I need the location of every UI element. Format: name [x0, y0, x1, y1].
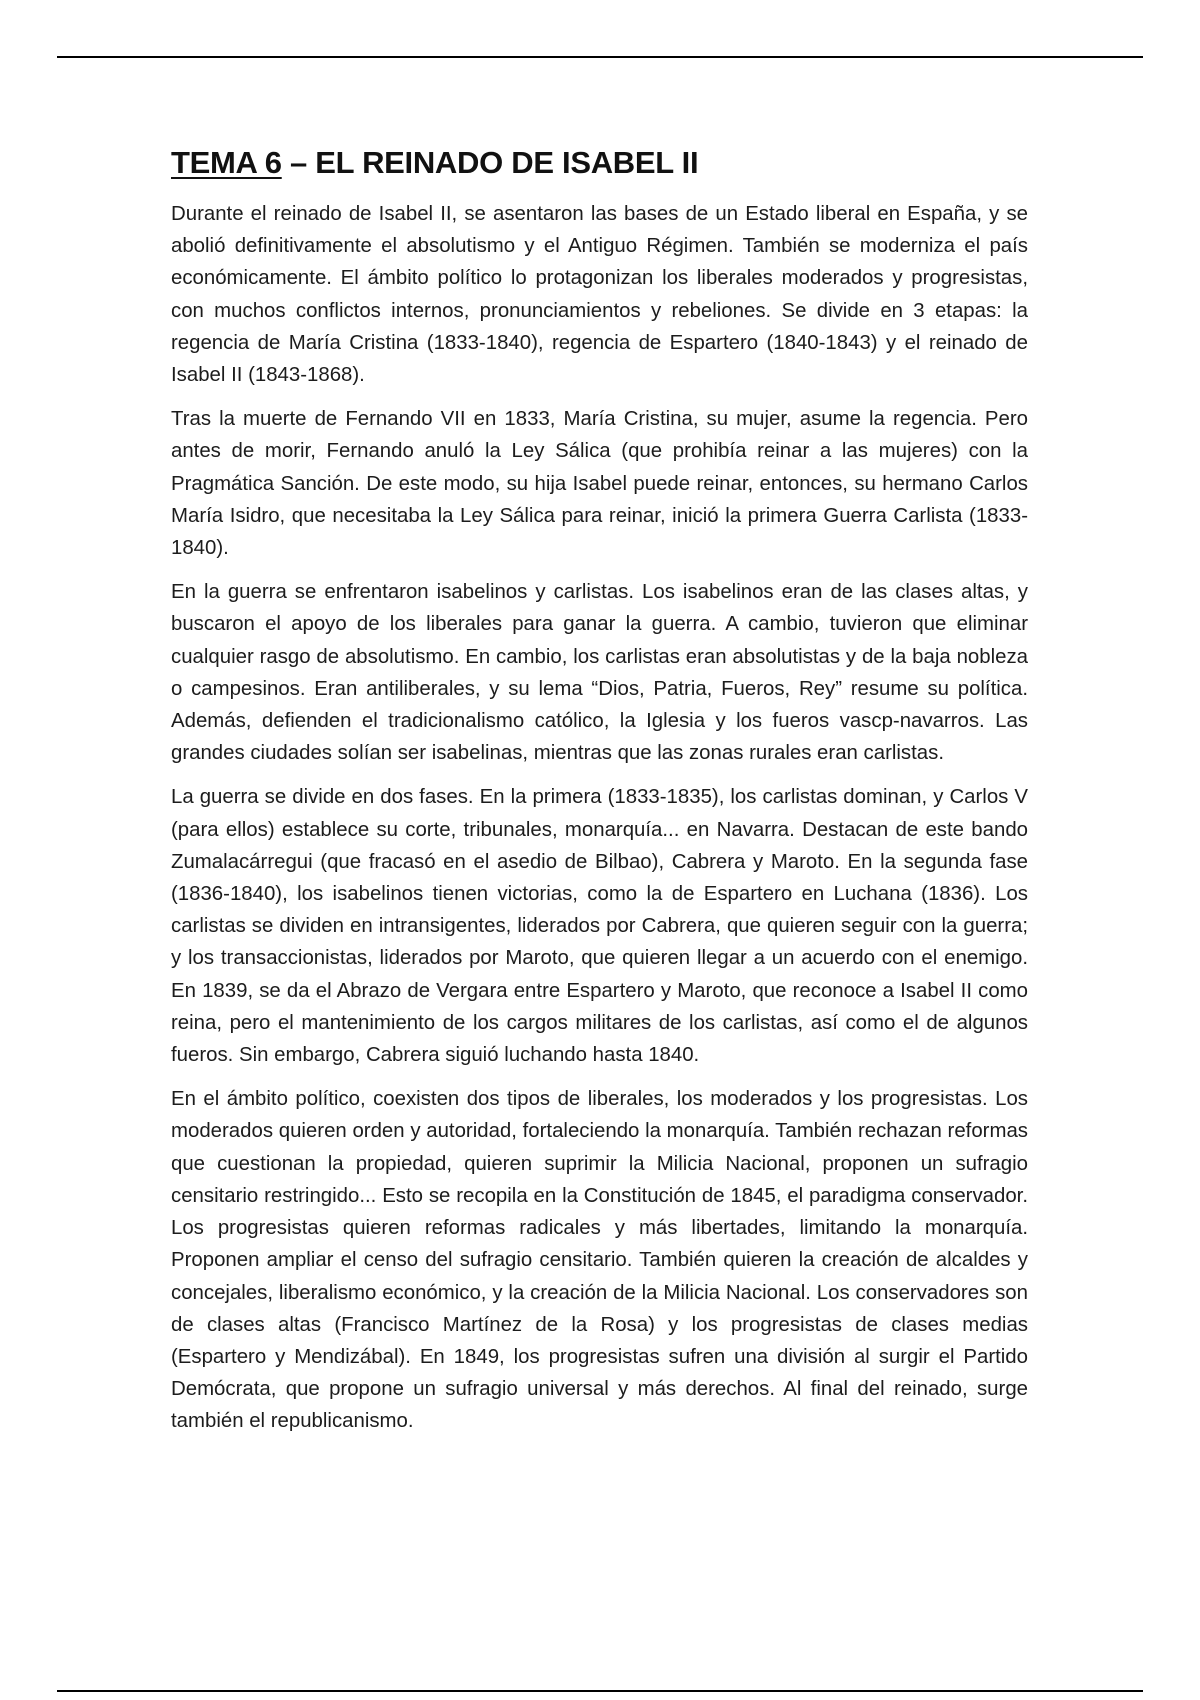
- title-text: – EL REINADO DE ISABEL II: [281, 145, 699, 180]
- title-number: TEMA 6: [171, 145, 282, 180]
- paragraph-succession: Tras la muerte de Fernando VII en 1833, María Cristina, su mujer, asume la regencia. Pero antes de morir, Fernando anuló la Ley Sálica (que prohibía reinar a las mujeres) con la Pragmática Sanción. De este modo, su hija Isabel puede reinar, entonces, su hermano Carlos María Isidro, que necesitaba la Ley Sálica para reinar, inició la primera Guerra Carlista (1833-1840).: [171, 408, 1028, 560]
- document-title: [171, 140, 1028, 186]
- footer-rule: [57, 1690, 1143, 1692]
- header-rule: [57, 56, 1143, 58]
- paragraph-political-sphere: En el ámbito político, coexisten dos tipos de liberales, los moderados y los progresistas. Los moderados quieren orden y autoridad, fortaleciendo la monarquía. También rechazan reformas que cuestionan la propiedad, quieren suprimir la Milicia Nacional, proponen un sufragio censitario restringido... Esto se recopila en la Constitución de 1845, el paradigma conservador. Los progresistas quieren reformas radicales y más libertades, limitando la monarquía. Proponen ampliar el censo del sufragio censitario. También quieren la creación de alcaldes y concejales, liberalismo económico, y la creación de la Milicia Nacional. Los conservadores son de clases altas (Francisco Martínez de la Rosa) y los progresistas de clases medias (Espartero y Mendizábal). En 1849, los progresistas sufren una división al surgir el Partido Demócrata, que propone un sufragio universal y más derechos. Al final del reinado, surge también el republicanismo.: [171, 1088, 1028, 1433]
- paragraph-intro: Durante el reinado de Isabel II, se asentaron las bases de un Estado liberal en España, y se abolió definitivamente el absolutismo y el Antiguo Régimen. También se moderniza el país económicamente. El ámbito político lo protagonizan los liberales moderados y progresistas, con muchos conflictos internos, pronunciamientos y rebeliones. Se divide en 3 etapas: la regencia de María Cristina (1833-1840), regencia de Espartero (1840-1843) y el reinado de Isabel II (1843-1868).: [171, 203, 1028, 387]
- paragraph-war-phases: La guerra se divide en dos fases. En la primera (1833-1835), los carlistas dominan, y Carlos V (para ellos) establece su corte, tribunales, monarquía... en Navarra. Destacan de este bando Zumalacárregui (que fracasó en el asedio de Bilbao), Cabrera y Maroto. En la segunda fase (1836-1840), los isabelinos tienen victorias, como la de Espartero en Luchana (1836). Los carlistas se dividen en intransigentes, liderados por Cabrera, que quieren seguir con la guerra; y los transaccionistas, liderados por Maroto, que quieren llegar a un acuerdo con el enemigo. En 1839, se da el Abrazo de Vergara entre Espartero y Maroto, que reconoce a Isabel II como reina, pero el mantenimiento de los cargos militares de los carlistas, así como el de algunos fueros. Sin embargo, Cabrera siguió luchando hasta 1840.: [171, 786, 1028, 1067]
- paragraph-carlist-war: En la guerra se enfrentaron isabelinos y carlistas. Los isabelinos eran de las clases altas, y buscaron el apoyo de los liberales para ganar la guerra. A cambio, tuvieron que eliminar cualquier rasgo de absolutismo. En cambio, los carlistas eran absolutistas y de la baja nobleza o campesinos. Eran antiliberales, y su lema “Dios, Patria, Fueros, Rey” resume su política. Además, defienden el tradicionalismo católico, la Iglesia y los fueros vascp-navarros. Las grandes ciudades solían ser isabelinas, mientras que las zonas rurales eran carlistas.: [171, 581, 1028, 765]
- page-content: [171, 140, 1028, 1450]
